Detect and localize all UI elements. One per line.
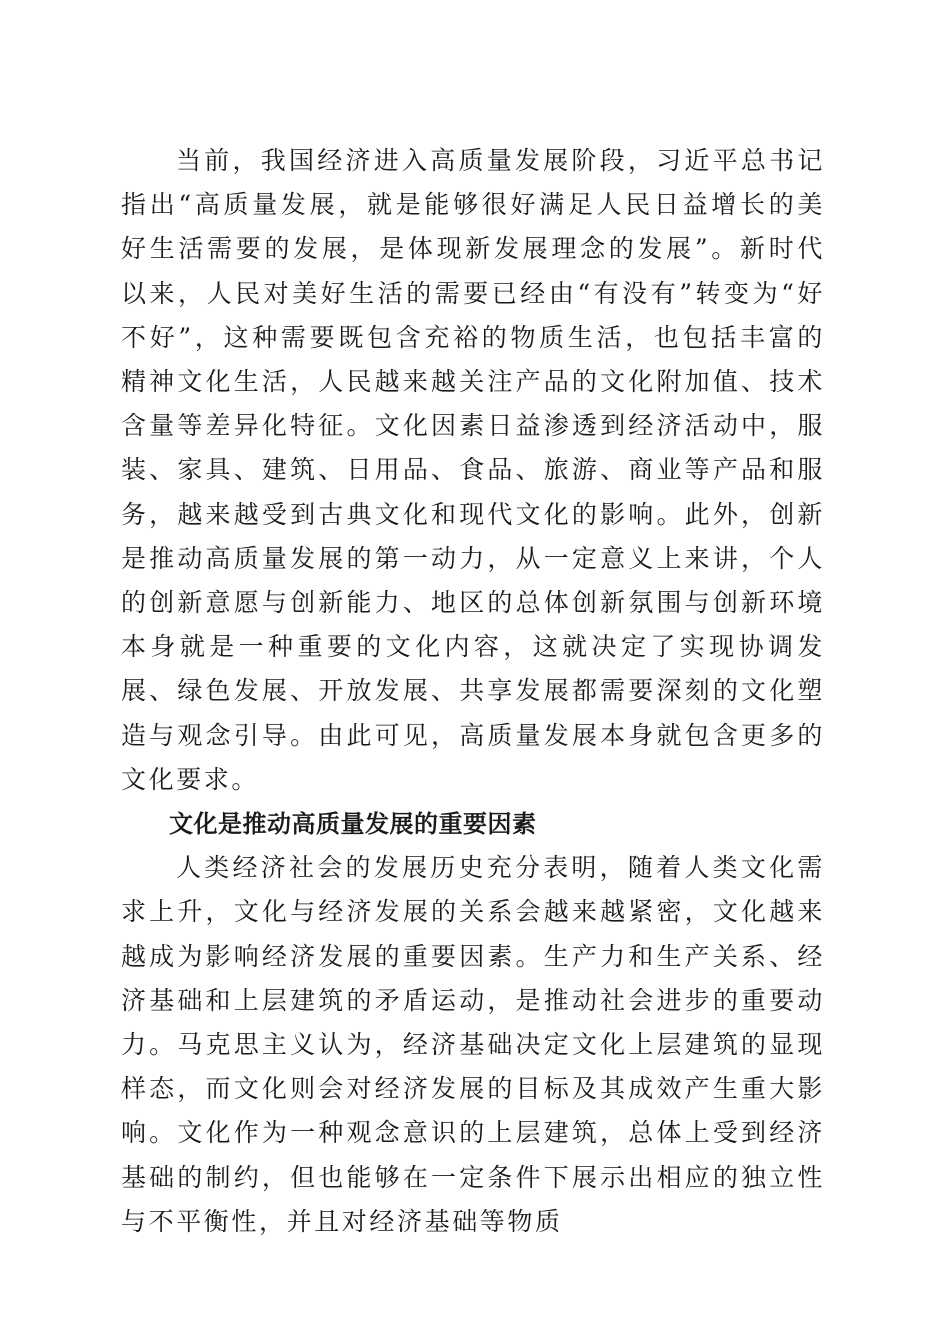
paragraph-2: 人类经济社会的发展历史充分表明，随着人类文化需求上升，文化与经济发展的关系会越来越紧密，文化越来越成为影响经济发展的重要因素。生产力和生产关系、经济基础和上层建筑的矛盾运动，是推动社会进步的重要动力。马克思主义认为，经济基础决定文化上层建筑的显现样态，而文化则会对经济发展的目标及其成效产生重大影响。文化作为一种观念意识的上层建筑，总体上受到经济基础的制约，但也能够在一定条件下展示出相应的独立性与不平衡性，并且对经济基础等物质 bbox=[121, 853, 825, 1236]
document-body bbox=[121, 139, 825, 1244]
section-heading: 文化是推动高质量发展的重要因素 bbox=[169, 810, 537, 839]
paragraph-1: 当前，我国经济进入高质量发展阶段，习近平总书记指出“高质量发展，就是能够很好满足人民日益增长的美好生活需要的发展，是体现新发展理念的发展”。新时代以来，人民对美好生活的需要已经由“有没有”转变为“好不好”，这种需要既包含充裕的物质生活，也包括丰富的精神文化生活，人民越来越关注产品的文化附加值、技术含量等差异化特征。文化因素日益渗透到经济活动中，服装、家具、建筑、日用品、食品、旅游、商业等产品和服务，越来越受到古典文化和现代文化的影响。此外，创新是推动高质量发展的第一动力，从一定意义上来讲，个人的创新意愿与创新能力、地区的总体创新氛围与创新环境本身就是一种重要的文化内容，这就决定了实现协调发展、绿色发展、开放发展、共享发展都需要深刻的文化塑造与观念引导。由此可见，高质量发展本身就包含更多的文化要求。 bbox=[121, 146, 825, 794]
